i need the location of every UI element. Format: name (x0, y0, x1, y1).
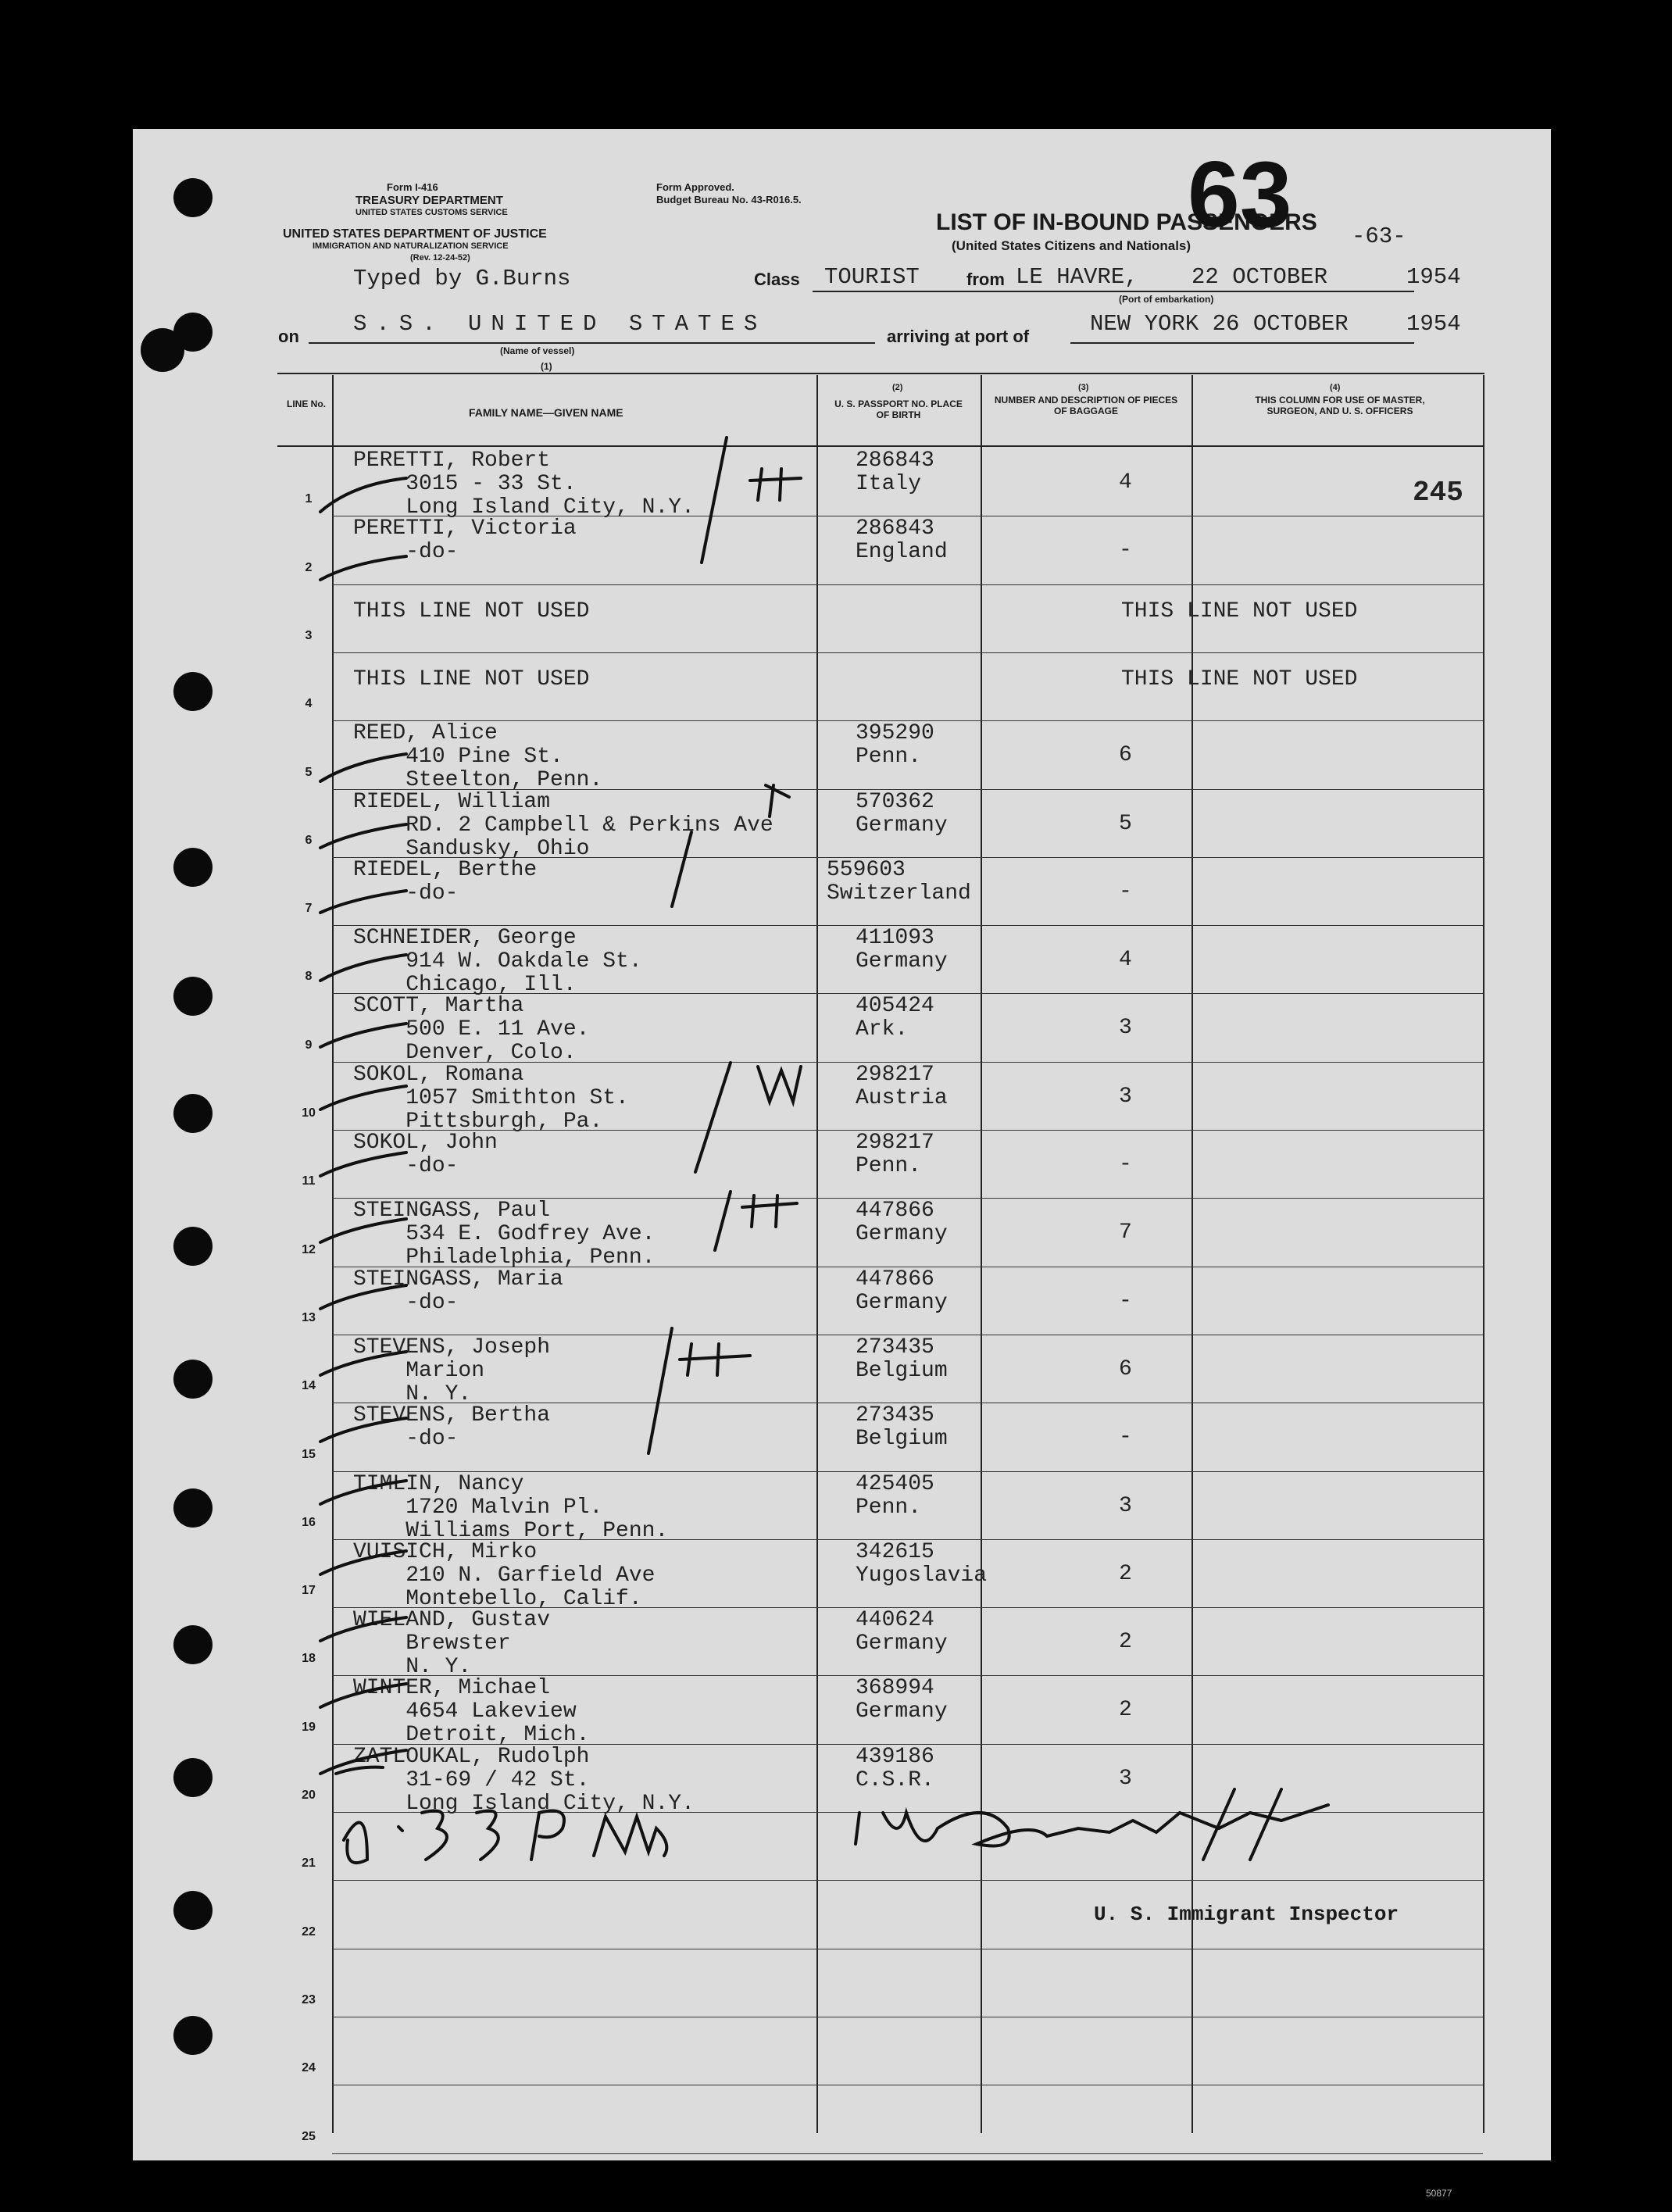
line-number: 17 (302, 1584, 316, 1598)
passenger-name-address: RIEDEL, William RD. 2 Campbell & Perkins Ave Sandusky, Ohio (353, 789, 773, 861)
col-officers-num: (4) (1330, 383, 1341, 392)
col-passport-num: (2) (892, 383, 903, 392)
list-subtitle: (United States Citizens and Nationals) (952, 238, 1191, 253)
from-label: from (966, 270, 1005, 289)
passport-birthplace: 273435 Belgium (856, 1335, 948, 1383)
page-number-stamp: 63 (1188, 142, 1292, 247)
line-number: 1 (305, 492, 313, 506)
officer-note: 245 (1413, 477, 1463, 509)
passport-birthplace: 273435 Belgium (856, 1403, 948, 1452)
baggage-count: - (1119, 1425, 1132, 1450)
baggage-count: 6 (1119, 743, 1132, 768)
line-number: 14 (302, 1379, 316, 1393)
baggage-count: - (1119, 1288, 1132, 1313)
revision: (Rev. 12-24-52) (410, 253, 470, 263)
passport-birthplace: 368994 Germany (856, 1676, 948, 1724)
baggage-count: - (1119, 1152, 1132, 1177)
typed-by: Typed by G.Burns (353, 266, 571, 291)
line-number: 2 (305, 560, 313, 574)
passenger-name-address: STEINGASS, Paul 534 E. Godfrey Ave. Philadelphia, Penn. (353, 1199, 656, 1270)
line-number: 7 (305, 902, 313, 916)
passenger-name-address: VUISICH, Mirko 210 N. Garfield Ave Montebello, Calif. (353, 1539, 656, 1611)
passport-birthplace: 439186 C.S.R. (856, 1744, 934, 1792)
passenger-name-address: REED, Alice 410 Pine St. Steelton, Penn. (353, 721, 603, 793)
baggage-count: THIS LINE NOT USED (1121, 599, 1358, 624)
passenger-name-address: THIS LINE NOT USED (353, 666, 590, 691)
passenger-name-address: THIS LINE NOT USED (353, 599, 590, 624)
passenger-name-address: PERETTI, Robert 3015 - 33 St. Long Island City, N.Y. (353, 448, 695, 520)
baggage-count: 2 (1119, 1630, 1132, 1655)
inspector-label: U. S. Immigrant Inspector (1094, 1903, 1399, 1926)
passenger-name-address: STEINGASS, Maria -do- (353, 1267, 563, 1315)
budget-bureau: Budget Bureau No. 43-R016.5. (656, 194, 802, 205)
class-value: TOURIST (824, 264, 920, 290)
baggage-count: 5 (1119, 811, 1132, 836)
line-number: 23 (302, 1992, 316, 2007)
line-number: 11 (302, 1174, 316, 1188)
line-number: 22 (302, 1924, 316, 1939)
line-number: 8 (305, 970, 313, 984)
passenger-name-address: SCHNEIDER, George 914 W. Oakdale St. Chicago, Ill. (353, 926, 642, 998)
line-number: 19 (302, 1720, 316, 1734)
passenger-name-address: PERETTI, Victoria -do- (353, 516, 577, 565)
line-number: 25 (302, 2129, 316, 2143)
baggage-count: 2 (1119, 1698, 1132, 1723)
form-approved: Form Approved. (656, 181, 734, 193)
arriving-label: arriving at port of (887, 327, 1030, 346)
footer-code: 50877 (1426, 2188, 1452, 2199)
passport-birthplace: 570362 Germany (856, 789, 948, 838)
col-officers-header: THIS COLUMN FOR USE OF MASTER, SURGEON, AND U. S. OFFICERS (1255, 395, 1425, 416)
passenger-name-address: SCOTT, Martha 500 E. 11 Ave. Denver, Colo. (353, 994, 590, 1066)
passport-birthplace: 395290 Penn. (856, 721, 934, 770)
on-label: on (278, 327, 299, 346)
col-line-header: LINE No. (287, 398, 326, 409)
line-number: 16 (302, 1515, 316, 1529)
passport-birthplace: 405424 Ark. (856, 994, 934, 1042)
line-number: 6 (305, 833, 313, 847)
baggage-count: 4 (1119, 948, 1132, 973)
baggage-count: 3 (1119, 1016, 1132, 1041)
baggage-count: - (1119, 879, 1132, 904)
col-passport-header: U. S. PASSPORT NO. PLACE OF BIRTH (834, 398, 963, 420)
baggage-count: 3 (1119, 1084, 1132, 1109)
passport-birthplace: 425405 Penn. (856, 1471, 934, 1520)
passenger-name-address: WIELAND, Gustav Brewster N. Y. (353, 1608, 551, 1680)
page-suffix: -63- (1352, 223, 1406, 249)
departure-year: 1954 (1406, 264, 1461, 290)
passenger-name-address: SOKOL, John -do- (353, 1131, 498, 1178)
baggage-count: 7 (1119, 1220, 1132, 1245)
baggage-count: 2 (1119, 1561, 1132, 1586)
passport-birthplace: 559603 Switzerland (827, 857, 971, 906)
from-value: LE HAVRE, (1016, 264, 1138, 290)
col-baggage-num: (3) (1078, 383, 1089, 392)
passport-birthplace: 298217 Penn. (856, 1131, 934, 1178)
passport-birthplace: 286843 Italy (856, 448, 934, 496)
line-number: 9 (305, 1038, 313, 1052)
passenger-name-address: ZATLOUKAL, Rudolph 31-69 / 42 St. Long Island City, N.Y. (353, 1744, 695, 1816)
passport-birthplace: 286843 England (856, 516, 948, 565)
baggage-count: 6 (1119, 1356, 1132, 1381)
passport-birthplace: 411093 Germany (856, 926, 948, 974)
form-number: Form I-416 (387, 181, 438, 193)
departure-date: 22 OCTOBER (1191, 264, 1328, 290)
vessel-name: S.S. UNITED STATES (353, 311, 767, 337)
passenger-name-address: WINTER, Michael 4654 Lakeview Detroit, Mich. (353, 1676, 590, 1748)
baggage-count: - (1119, 538, 1132, 563)
passport-birthplace: 298217 Austria (856, 1062, 948, 1110)
customs-service: UNITED STATES CUSTOMS SERVICE (355, 208, 508, 217)
vessel-col-num: (1) (541, 361, 552, 372)
justice-dept: UNITED STATES DEPARTMENT OF JUSTICE (283, 227, 547, 241)
baggage-count: 3 (1119, 1493, 1132, 1518)
port-caption: (Port of embarkation) (1119, 294, 1214, 305)
passport-birthplace: 447866 Germany (856, 1267, 948, 1315)
line-number: 3 (305, 628, 313, 642)
baggage-count: 3 (1119, 1766, 1132, 1791)
line-number: 20 (302, 1789, 316, 1802)
passenger-name-address: STEVENS, Bertha -do- (353, 1403, 551, 1452)
passenger-name-address: TIMLIN, Nancy 1720 Malvin Pl. Williams Port, Penn. (353, 1471, 669, 1543)
baggage-count: THIS LINE NOT USED (1121, 666, 1358, 691)
class-label: Class (754, 270, 800, 289)
line-number: 12 (302, 1242, 316, 1256)
line-number: 13 (302, 1310, 316, 1324)
col-name-header: FAMILY NAME—GIVEN NAME (469, 406, 623, 419)
line-number: 21 (302, 1856, 316, 1871)
treasury-dept: TREASURY DEPARTMENT (355, 194, 503, 207)
ins-service: IMMIGRATION AND NATURALIZATION SERVICE (313, 241, 509, 251)
line-number: 10 (302, 1106, 316, 1120)
arrival-value: NEW YORK 26 OCTOBER (1090, 311, 1349, 337)
list-title: LIST OF IN-BOUND PASSENGERS (936, 209, 1317, 235)
line-number: 15 (302, 1447, 316, 1461)
passport-birthplace: 447866 Germany (856, 1199, 948, 1247)
passport-birthplace: 342615 Yugoslavia (856, 1539, 988, 1588)
vessel-caption: (Name of vessel) (500, 345, 575, 356)
col-baggage-header: NUMBER AND DESCRIPTION OF PIECES OF BAGGAGE (994, 395, 1178, 416)
baggage-count: 4 (1119, 470, 1132, 495)
line-number: 18 (302, 1652, 316, 1666)
arrival-year: 1954 (1406, 311, 1461, 337)
passenger-name-address: RIEDEL, Berthe -do- (353, 857, 538, 906)
passport-birthplace: 440624 Germany (856, 1608, 948, 1656)
line-number: 5 (305, 765, 313, 779)
passenger-name-address: SOKOL, Romana 1057 Smithton St. Pittsburgh, Pa. (353, 1062, 629, 1134)
line-number: 24 (302, 2061, 316, 2075)
passenger-name-address: STEVENS, Joseph Marion N. Y. (353, 1335, 551, 1406)
line-number: 4 (305, 697, 313, 711)
